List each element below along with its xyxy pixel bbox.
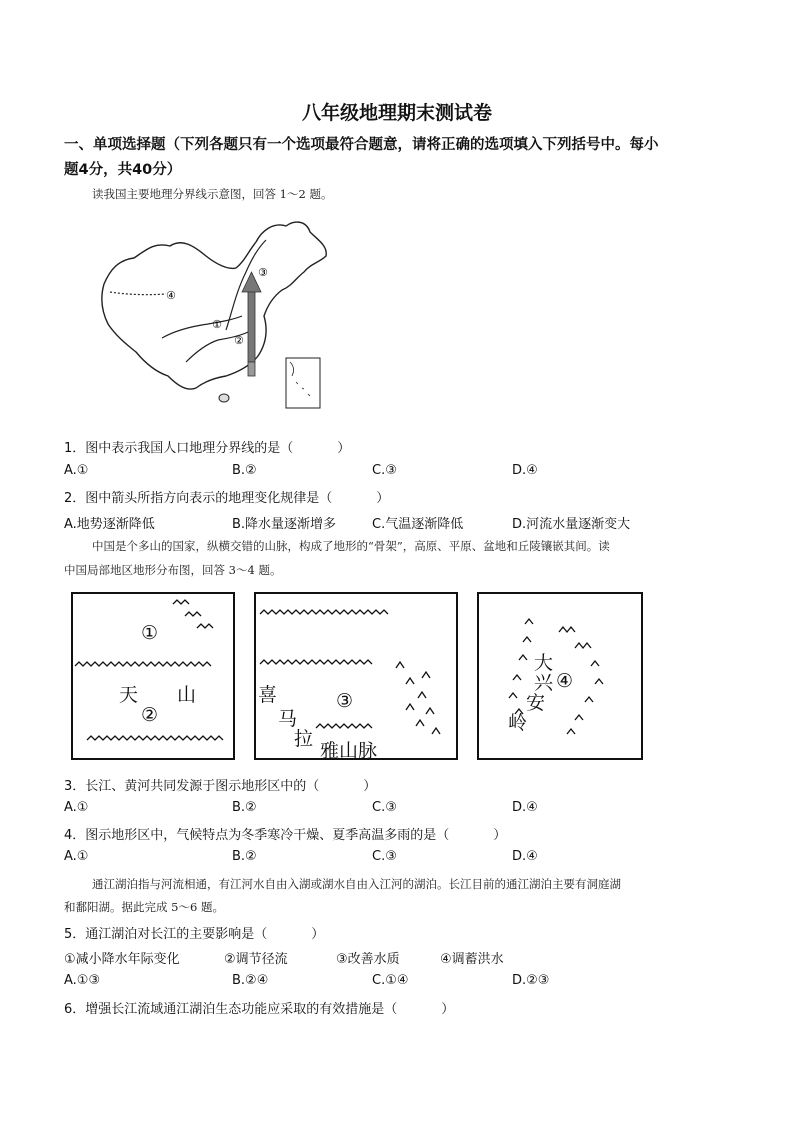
panel-1-region-1: ① xyxy=(141,622,159,644)
q5-option-a[interactable]: A.①③ xyxy=(64,973,101,988)
line-marker-1: ① xyxy=(212,318,222,331)
q4-option-a[interactable]: A.① xyxy=(64,849,89,864)
tianshan-range xyxy=(75,662,211,666)
q2-option-a[interactable]: A.地势逐渐降低 xyxy=(64,517,155,532)
intro-text-2-line1: 中国是个多山的国家，纵横交错的山脉，构成了地形的“骨架”，高原、平原、盆地和丘陵镶嵌其间。读 xyxy=(92,539,610,553)
question-4: 4．图示地形区中，气候特点为冬季寒冷干燥、夏季高温多雨的是（ ） xyxy=(64,828,507,843)
panel-3-xing: 兴 xyxy=(534,672,554,694)
question-3: 3．长江、黄河共同发源于图示地形区中的（ ） xyxy=(64,779,377,794)
page-title: 八年级地理期末测试卷 xyxy=(301,102,492,124)
panel-3-ling: 岭 xyxy=(508,712,528,734)
q4-option-d[interactable]: D.④ xyxy=(512,849,538,864)
q1-option-a[interactable]: A.① xyxy=(64,463,89,478)
q2-option-c[interactable]: C.气温逐渐降低 xyxy=(372,517,464,532)
panel-3-an: 安 xyxy=(526,692,546,714)
line-marker-3: ③ xyxy=(258,266,268,279)
intro-text-2-line2: 中国局部地区地形分布图，回答 3～4 题。 xyxy=(64,563,282,577)
q3-option-b[interactable]: B.② xyxy=(232,800,257,815)
question-1: 1．图中表示我国人口地理分界线的是（ ） xyxy=(64,441,351,456)
question-6-stem: 6．增强长江流域通江湖泊生态功能应采取的有效措施是（ xyxy=(64,1002,398,1017)
panel-2-ma: 马 xyxy=(278,708,298,730)
hainan-island xyxy=(219,394,229,402)
q5-choice-3: ③改善水质 xyxy=(336,952,400,967)
panel-2-ranges xyxy=(256,594,456,758)
panel-1-region-2: ② xyxy=(141,704,159,726)
q4-option-b[interactable]: B.② xyxy=(232,849,257,864)
q5-option-c[interactable]: C.①④ xyxy=(372,973,409,988)
boundary-line-4 xyxy=(110,292,166,295)
q2-option-b[interactable]: B.降水量逐渐增多 xyxy=(232,517,337,532)
q5-choice-4: ④调蓄洪水 xyxy=(440,952,504,967)
question-4-stem: 4．图示地形区中，气候特点为冬季寒冷干燥、夏季高温多雨的是（ xyxy=(64,828,450,843)
hengduan-ranges xyxy=(396,662,440,734)
south-sea-inset xyxy=(286,358,320,408)
kunlun-range xyxy=(87,736,223,740)
intro-text-3-line2: 和鄱阳湖。据此完成 5～6 题。 xyxy=(64,900,224,914)
question-1-stem: 1．图中表示我国人口地理分界线的是（ xyxy=(64,441,294,456)
china-boundary-map xyxy=(96,212,336,414)
q5-choice-2: ②调节径流 xyxy=(224,952,288,967)
terrain-panel-2 xyxy=(254,592,458,760)
question-5-stem: 5．通江湖泊对长江的主要影响是（ xyxy=(64,927,268,942)
panel-2-yashanmai: 雅山脉 xyxy=(320,740,378,762)
arrow-base xyxy=(248,362,255,376)
arrow-shaft xyxy=(248,290,255,362)
q1-option-b[interactable]: B.② xyxy=(232,463,257,478)
q1-option-c[interactable]: C.③ xyxy=(372,463,397,478)
panel-1-ranges xyxy=(73,594,233,758)
q3-option-c[interactable]: C.③ xyxy=(372,800,397,815)
q5-option-d[interactable]: D.②③ xyxy=(512,973,550,988)
terrain-panel-1 xyxy=(71,592,235,760)
q3-option-d[interactable]: D.④ xyxy=(512,800,538,815)
section-heading-line2: 题4分，共40分） xyxy=(64,162,182,178)
panel-1-shan: 山 xyxy=(177,684,197,706)
question-5: 5．通江湖泊对长江的主要影响是（ ） xyxy=(64,927,325,942)
kunlun-range-upper xyxy=(260,610,388,614)
panel-2-xi: 喜 xyxy=(258,684,278,706)
panel-3-region-4: ④ xyxy=(556,670,574,692)
q3-option-a[interactable]: A.① xyxy=(64,800,89,815)
q5-option-b[interactable]: B.②④ xyxy=(232,973,269,988)
boundary-line-1 xyxy=(162,316,242,338)
question-3-stem: 3．长江、黄河共同发源于图示地形区中的（ xyxy=(64,779,320,794)
panel-3-da: 大 xyxy=(534,652,554,674)
intro-text-1: 读我国主要地理分界线示意图，回答 1～2 题。 xyxy=(92,187,333,201)
q1-option-d[interactable]: D.④ xyxy=(512,463,538,478)
question-2: 2．图中箭头所指方向表示的地理变化规律是（ ） xyxy=(64,491,390,506)
mountain-range-top xyxy=(173,600,213,628)
terrain-panel-3 xyxy=(477,592,643,760)
line-marker-4: ④ xyxy=(166,289,176,302)
panel-2-la: 拉 xyxy=(294,728,314,750)
question-2-stem: 2．图中箭头所指方向表示的地理变化规律是（ xyxy=(64,491,333,506)
question-6: 6．增强长江流域通江湖泊生态功能应采取的有效措施是（ ） xyxy=(64,1002,455,1017)
q5-choice-1: ①减小降水年际变化 xyxy=(64,952,180,967)
q2-option-d[interactable]: D.河流水量逐渐变大 xyxy=(512,517,631,532)
panel-2-region-3: ③ xyxy=(336,690,354,712)
intro-text-3-line1: 通江湖泊指与河流相通，有江河水自由入湖或湖水自由入江河的湖泊。长江目前的通江湖泊主要有洞庭湖 xyxy=(92,877,621,891)
section-heading-line1: 一、单项选择题（下列各题只有一个选项最符合题意，请将正确的选项填入下列括号中。每小 xyxy=(64,137,659,153)
q4-option-c[interactable]: C.③ xyxy=(372,849,397,864)
line-marker-2: ② xyxy=(234,334,244,347)
panel-1-tian: 天 xyxy=(119,684,139,706)
